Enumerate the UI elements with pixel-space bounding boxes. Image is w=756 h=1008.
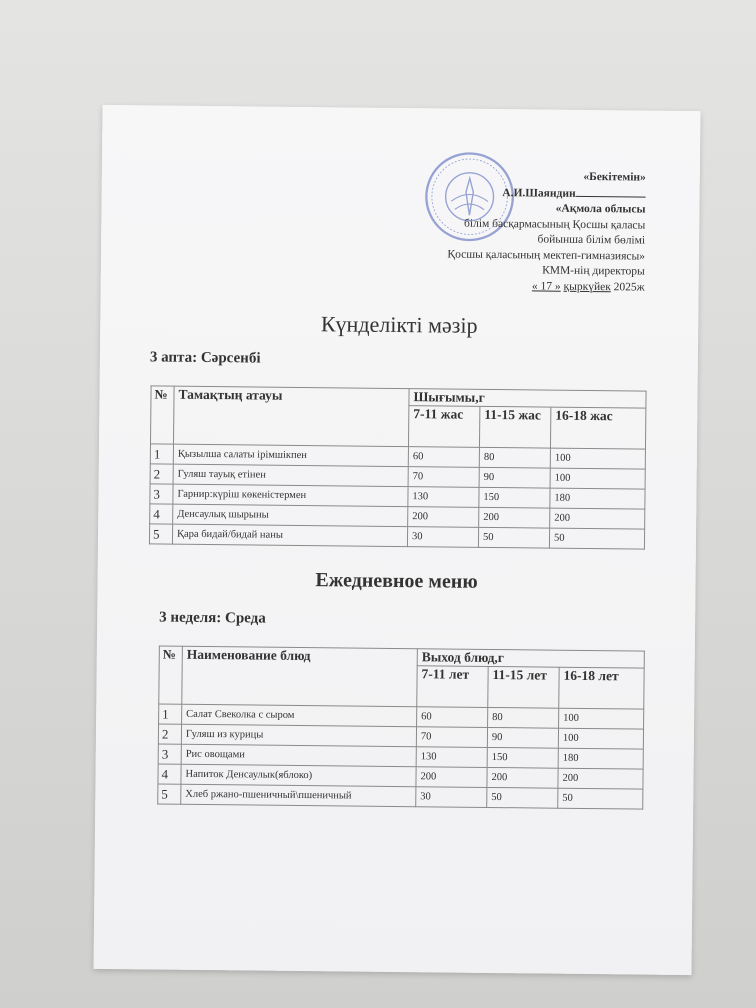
approval-line-2: білім басқармасының Қосшы қаласы	[464, 217, 646, 232]
kz-header-name: Тамақтың атауы	[173, 386, 409, 446]
row-num: 4	[150, 504, 173, 524]
portion-7-11: 60	[408, 447, 479, 468]
portion-16-18: 100	[559, 708, 644, 729]
portion-11-15: 80	[479, 447, 550, 468]
row-num: 5	[158, 784, 181, 804]
signature-line	[576, 185, 646, 197]
portion-11-15: 50	[478, 527, 549, 548]
dish-name: Гуляш тауық етінен	[173, 464, 408, 486]
approval-line-3: бойынша білім бөлімі	[537, 233, 646, 247]
dish-name: Напиток Денсаулык(яблоко)	[181, 764, 416, 786]
date-day: « 17 »	[531, 279, 561, 293]
portion-16-18: 50	[549, 528, 644, 549]
ru-header-age2: 11-15 лет	[488, 666, 559, 708]
portion-11-15: 150	[479, 487, 550, 508]
kz-menu-table	[149, 385, 647, 549]
ru-header-age1: 7-11 лет	[417, 666, 488, 708]
dish-name: Рис овощами	[181, 744, 416, 766]
portion-11-15: 150	[487, 747, 558, 768]
dish-name: Денсаулық шырыны	[173, 504, 408, 526]
portion-7-11: 30	[407, 527, 478, 548]
document-sheet	[93, 105, 700, 975]
portion-11-15: 90	[479, 467, 550, 488]
dish-name: Гарнир:күріш көкеністермен	[173, 484, 408, 506]
portion-11-15: 90	[487, 727, 558, 748]
dish-name: Хлеб ржано-пшеничный\пшеничный	[181, 784, 416, 806]
dish-name: Қара бидай/бидай наны	[172, 524, 407, 546]
kz-header-row	[151, 386, 646, 408]
row-num: 3	[158, 744, 181, 764]
portion-11-15: 200	[479, 507, 550, 528]
portion-7-11: 130	[416, 747, 487, 768]
row-num: 2	[150, 464, 173, 484]
portion-16-18: 100	[558, 728, 643, 749]
ru-header-row	[159, 646, 644, 668]
approval-line-1: «Ақмола облысы	[555, 202, 646, 216]
row-num: 3	[150, 484, 173, 504]
kz-header-age2: 11-15 жас	[479, 406, 550, 448]
portion-16-18: 180	[550, 488, 645, 509]
dish-name: Гуляш из курицы	[181, 724, 416, 746]
portion-7-11: 30	[416, 787, 487, 808]
row-num: 5	[149, 524, 172, 544]
dish-name: Қызылша салаты ірімшікпен	[173, 444, 408, 466]
portion-7-11: 70	[408, 467, 479, 488]
signer-name: А.И.Шаяндин	[502, 186, 576, 200]
approval-line-4: Қосшы қаласының мектеп-гимназиясы»	[447, 248, 646, 263]
portion-16-18: 200	[558, 768, 643, 789]
approval-block	[345, 167, 646, 295]
kz-header-output: Шығымы,г	[409, 389, 646, 408]
date-month: қыркүйек	[563, 280, 611, 293]
approval-date	[345, 277, 645, 296]
portion-7-11: 60	[417, 707, 488, 728]
portion-11-15: 200	[487, 767, 558, 788]
ru-menu-title: Ежедневное меню	[315, 569, 478, 593]
dish-name: Салат Свеколка с сыром	[182, 704, 417, 726]
row-num: 4	[158, 764, 181, 784]
portion-7-11: 130	[408, 487, 479, 508]
kz-header-num: №	[150, 386, 174, 444]
portion-7-11: 200	[416, 767, 487, 788]
row-num: 2	[158, 724, 181, 744]
ru-week-label: 3 неделя: Среда	[159, 609, 266, 627]
kz-menu-title: Күнделікті мәзір	[320, 311, 478, 338]
table-row	[149, 524, 644, 549]
portion-16-18: 100	[550, 468, 645, 489]
kz-header-age3: 16-18 жас	[550, 407, 645, 449]
ru-header-age3: 16-18 лет	[559, 667, 644, 709]
portion-11-15: 50	[487, 787, 558, 808]
portion-16-18: 50	[558, 788, 643, 809]
kz-week-label: 3 апта: Сәрсенбі	[149, 349, 261, 367]
portion-11-15: 80	[488, 707, 559, 728]
ru-menu-table	[157, 646, 645, 810]
kz-header-age1: 7-11 жас	[408, 406, 479, 448]
portion-7-11: 70	[416, 727, 487, 748]
portion-7-11: 200	[408, 507, 479, 528]
ru-header-num: №	[159, 646, 183, 704]
approval-line-5: КММ-нің директоры	[542, 264, 645, 278]
row-num: 1	[159, 704, 182, 724]
approval-heading: «Бекітемін»	[583, 170, 646, 184]
portion-16-18: 100	[550, 448, 645, 469]
row-num: 1	[150, 444, 173, 464]
ru-header-name: Наименование блюд	[182, 646, 418, 706]
portion-16-18: 200	[550, 508, 645, 529]
ru-header-output: Выход блюд,г	[417, 649, 644, 668]
portion-16-18: 180	[558, 748, 643, 769]
date-year: 2025ж	[613, 280, 645, 294]
